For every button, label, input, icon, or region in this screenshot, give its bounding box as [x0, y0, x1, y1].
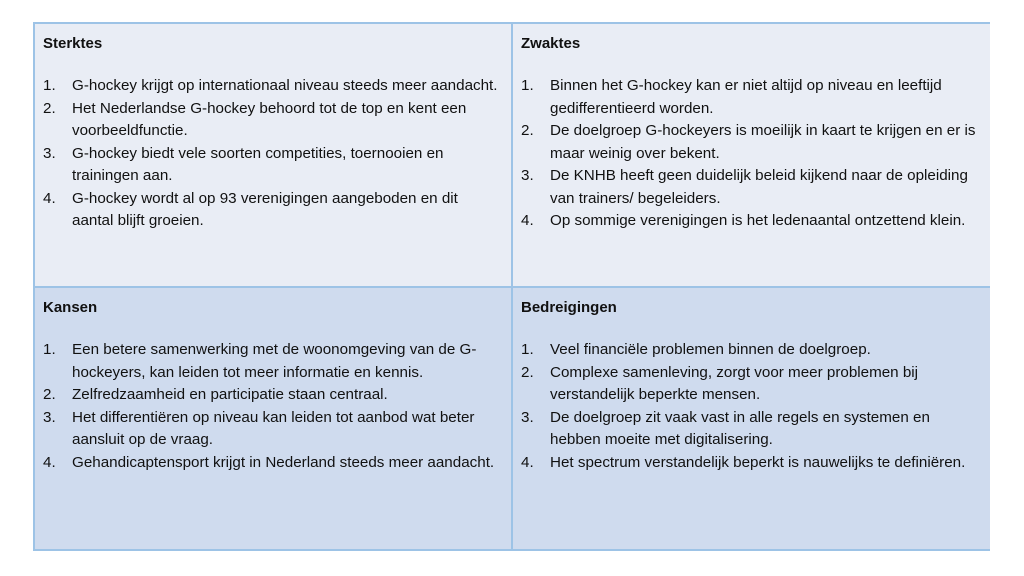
- item-text: Het Nederlandse G-hockey behoord tot de top en kent een voorbeeldfunctie.: [72, 99, 467, 139]
- item-text: G-hockey biedt vele soorten competities, toernooien en trainingen aan.: [72, 144, 444, 184]
- item-text: Veel financiële problemen binnen de doelgroep.: [550, 341, 871, 358]
- item-number: 2.: [43, 386, 56, 403]
- list-item: [43, 143, 501, 188]
- weaknesses-list: [521, 75, 980, 233]
- opportunities-title: Kansen: [43, 299, 98, 316]
- strengths-cell: [35, 24, 513, 288]
- item-number: 3.: [43, 144, 56, 162]
- list-item: [521, 452, 980, 475]
- opportunities-cell: [35, 288, 513, 549]
- list-item: [521, 407, 980, 452]
- list-item: [43, 75, 501, 98]
- threats-cell: [513, 288, 990, 549]
- item-text: Op sommige verenigingen is het ledenaantal ontzettend klein.: [550, 212, 966, 229]
- item-text: Een betere samenwerking met de woonomgeving van de G-hockeyers, kan leiden tot meer informatie en kennis.: [72, 341, 477, 381]
- list-item: [43, 384, 501, 407]
- list-item: [521, 120, 980, 165]
- item-number: 3.: [521, 408, 534, 426]
- list-item: [521, 75, 980, 120]
- item-number: 3.: [521, 167, 534, 184]
- list-item: [43, 188, 501, 233]
- item-number: 2.: [521, 363, 534, 381]
- item-number: 3.: [43, 408, 56, 426]
- item-text: G-hockey wordt al op 93 verenigingen aangeboden en dit aantal blijft groeien.: [72, 189, 458, 229]
- item-text: De doelgroep G-hockeyers is moeilijk in kaart te krijgen en er is maar weinig over bekent.: [550, 122, 976, 162]
- item-number: 2.: [521, 122, 534, 139]
- item-text: Complexe samenleving, zorgt voor meer problemen bij verstandelijk beperkte mensen.: [550, 363, 919, 403]
- item-text: Het spectrum verstandelijk beperkt is nauwelijks te definiëren.: [550, 453, 966, 471]
- threats-title: Bedreigingen: [521, 299, 617, 316]
- weaknesses-cell: [513, 24, 990, 288]
- opportunities-list: [43, 339, 501, 474]
- item-number: 2.: [43, 99, 56, 117]
- swot-table: [33, 22, 990, 551]
- threats-list: [521, 339, 980, 474]
- item-text: Zelfredzaamheid en participatie staan centraal.: [72, 386, 388, 403]
- item-number: 4.: [521, 212, 534, 229]
- strengths-title: Sterktes: [43, 35, 103, 52]
- list-item: [521, 362, 980, 407]
- item-text: De KNHB heeft geen duidelijk beleid kijkend naar de opleiding van trainers/ begeleiders.: [550, 167, 968, 207]
- list-item: [521, 165, 980, 210]
- item-text: Binnen het G-hockey kan er niet altijd op niveau en leeftijd gedifferentieerd worden.: [550, 77, 942, 117]
- list-item: [521, 339, 980, 362]
- item-number: 4.: [43, 453, 56, 471]
- item-text: De doelgroep zit vaak vast in alle regels en systemen en hebben moeite met digitalisering.: [550, 408, 930, 448]
- item-text: Gehandicaptensport krijgt in Nederland steeds meer aandacht.: [72, 453, 495, 471]
- item-number: 1.: [43, 77, 56, 94]
- item-number: 4.: [521, 453, 534, 471]
- item-number: 1.: [43, 341, 56, 358]
- list-item: [43, 339, 501, 384]
- item-number: 1.: [521, 341, 534, 358]
- item-number: 4.: [43, 189, 56, 207]
- item-text: Het differentiëren op niveau kan leiden tot aanbod wat beter aansluit op de vraag.: [72, 408, 475, 448]
- list-item: [43, 452, 501, 475]
- list-item: [43, 98, 501, 143]
- item-text: G-hockey krijgt op internationaal niveau steeds meer aandacht.: [72, 77, 498, 94]
- item-number: 1.: [521, 77, 534, 94]
- list-item: [521, 210, 980, 233]
- list-item: [43, 407, 501, 452]
- strengths-list: [43, 75, 501, 233]
- weaknesses-title: Zwaktes: [521, 35, 581, 52]
